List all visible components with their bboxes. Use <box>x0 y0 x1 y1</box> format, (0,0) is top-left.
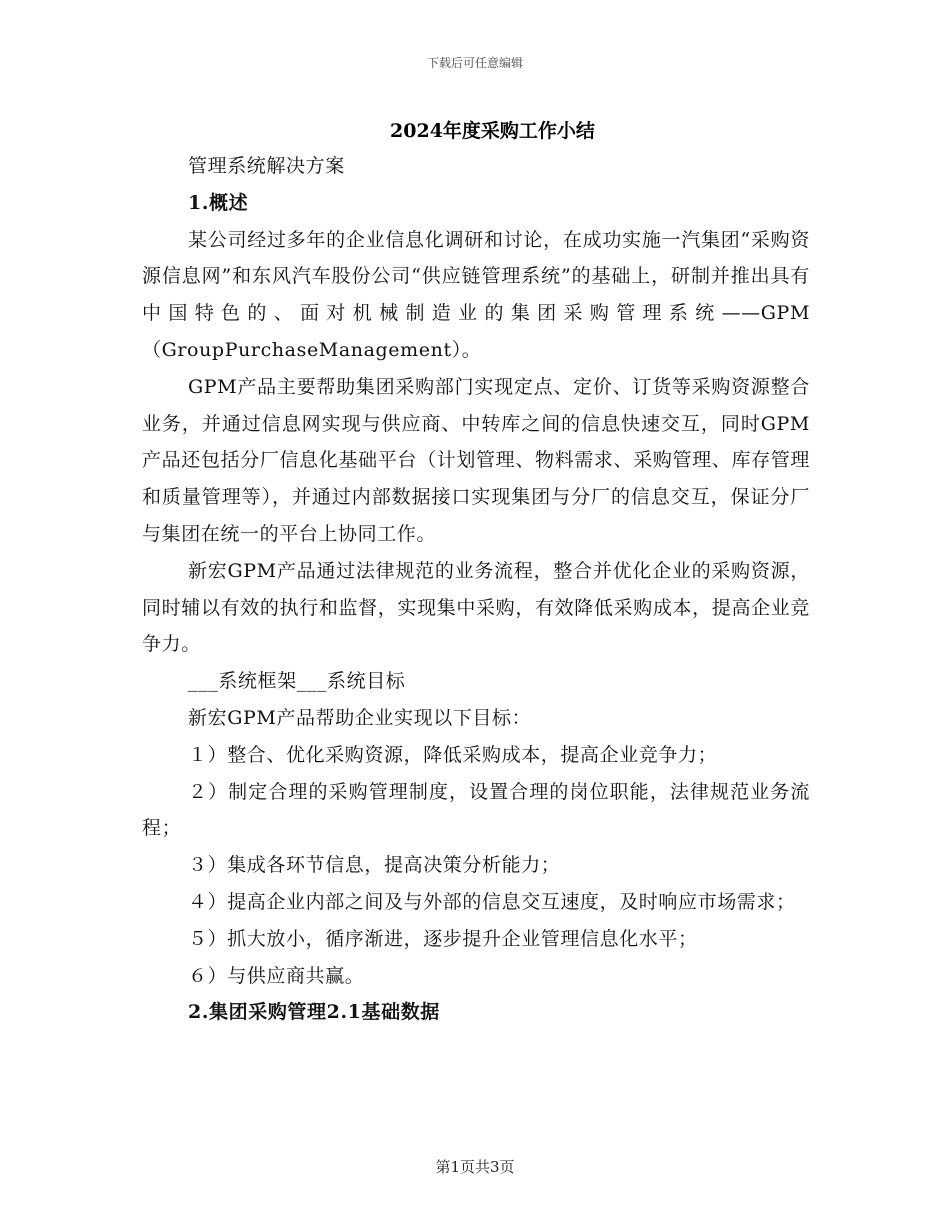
section-heading-overview: 1.概述 <box>188 191 249 214</box>
document-body <box>142 148 810 1031</box>
paragraph-gpm-features: GPM产品主要帮助集团采购部门实现定点、定价、订货等采购资源整合业务，并通过信息网实现与供应商、中转库之间的信息快速交互，同时GPM产品还包括分厂信息化基础平台（计划管理、物料需求、采购管理、库存管理和质量管理等），并通过内部数据接口实现集团与分厂的信息交互，保证分厂与集团在统一的平台上协同工作。 <box>142 375 810 545</box>
list-item-goal-5: ５）抓大放小，循序渐进，逐步提升企业管理信息化水平； <box>188 927 698 950</box>
list-item-goal-6: ６）与供应商共赢。 <box>188 964 365 987</box>
page-header-note: 下载后可任意编辑 <box>426 56 523 70</box>
page-footer-number: 第1页共3页 <box>435 1158 515 1176</box>
paragraph-intro: 管理系统解决方案 <box>188 155 345 177</box>
paragraph-company: 某公司经过多年的企业信息化调研和讨论，在成功实施一汽集团“采购资源信息网”和东风汽车股份公司“供应链管理系统”的基础上，研制并推出具有中国特色的、面对机械制造业的集团采购管理系统——GPM（GroupPurchaseManagement）。 <box>142 228 810 361</box>
paragraph-framework: ___系统框架___系统目标 <box>188 670 406 693</box>
list-item-goal-3: ３）集成各环节信息，提高决策分析能力； <box>188 854 561 877</box>
list-item-goal-1: １）整合、优化采购资源，降低采购成本，提高企业竞争力； <box>188 743 718 766</box>
section-heading-group-purchase: 2.集团采购管理2.1基础数据 <box>188 1001 440 1024</box>
document-title: 2024年度采购工作小结 <box>390 120 595 142</box>
paragraph-gpm-benefits: 新宏GPM产品通过法律规范的业务流程，整合并优化企业的采购资源，同时辅以有效的执行和监督，实现集中采购，有效降低采购成本，提高企业竞争力。 <box>142 559 810 656</box>
paragraph-goals-intro: 新宏GPM产品帮助企业实现以下目标： <box>188 706 532 729</box>
list-item-goal-2: ２）制定合理的采购管理制度，设置合理的岗位职能，法律规范业务流程； <box>142 780 810 840</box>
list-item-goal-4: ４）提高企业内部之间及与外部的信息交互速度，及时响应市场需求； <box>188 890 796 913</box>
